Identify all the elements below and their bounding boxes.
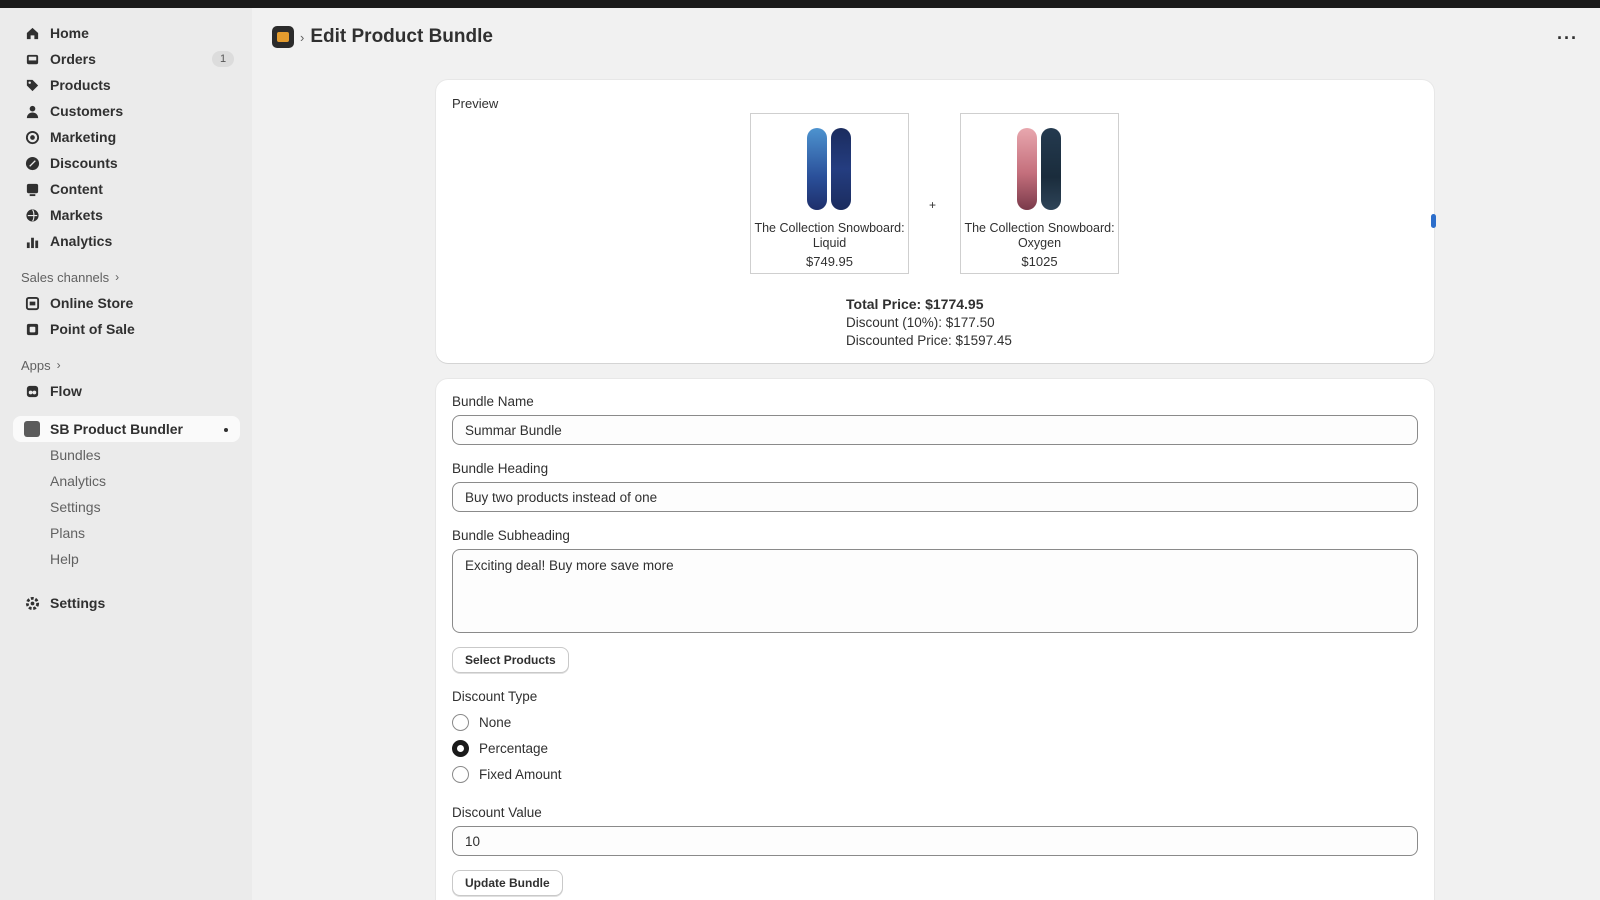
sidebar-subitem-analytics[interactable]: Analytics <box>50 473 107 489</box>
bundle-subheading-label: Bundle Subheading <box>452 528 570 543</box>
product-card-oxygen <box>960 113 1119 274</box>
product-card-liquid <box>750 113 909 274</box>
sidebar-item-label: Content <box>50 181 103 197</box>
target-icon <box>24 129 40 145</box>
radio-button[interactable] <box>452 714 469 731</box>
inbox-icon <box>24 51 40 67</box>
page-header <box>272 24 493 50</box>
sidebar-item-customers[interactable] <box>0 98 252 124</box>
apps-heading[interactable] <box>0 352 252 378</box>
sidebar-item-label: Discounts <box>50 155 118 171</box>
sidebar-subitem-settings[interactable]: Settings <box>50 499 101 515</box>
select-products-button[interactable]: Select Products <box>452 647 569 673</box>
discount-option-none[interactable] <box>452 712 511 732</box>
sidebar-item-home[interactable] <box>0 20 252 46</box>
window-top-bar <box>0 0 1600 8</box>
preview-label: Preview <box>452 96 499 111</box>
breadcrumb-chevron-icon: › <box>300 29 305 45</box>
sidebar-item-sb-product-bundler[interactable] <box>13 416 240 442</box>
bundle-form-card <box>436 379 1434 900</box>
sidebar-item-online-store[interactable] <box>0 290 252 316</box>
chevron-right-icon: › <box>56 358 61 372</box>
discount-amount: Discount (10%): $177.50 <box>846 314 995 330</box>
sidebar-item-content[interactable] <box>0 176 252 202</box>
discount-value-label: Discount Value <box>452 805 542 820</box>
chevron-right-icon: › <box>115 270 120 284</box>
sidebar-item-label: Orders <box>50 51 96 67</box>
sidebar-item-label: Home <box>50 25 89 41</box>
sidebar-item-settings[interactable] <box>0 590 252 616</box>
sidebar-item-markets[interactable] <box>0 202 252 228</box>
page-title: Edit Product Bundle <box>310 26 493 47</box>
app-logo-icon[interactable] <box>272 26 294 48</box>
globe-icon <box>24 207 40 223</box>
product-name: The Collection Snowboard: Liquid <box>754 221 905 250</box>
bundle-heading-input[interactable]: Buy two products instead of one <box>452 482 1418 512</box>
tag-icon <box>24 77 40 93</box>
sidebar-item-label: Flow <box>50 383 82 399</box>
sidebar-item-label: Settings <box>50 595 106 611</box>
snowboard-oxygen-image <box>1017 128 1065 212</box>
discount-option-percentage[interactable] <box>452 738 548 758</box>
pin-dot-icon[interactable] <box>224 428 228 432</box>
more-actions-icon[interactable]: ··· <box>1557 28 1578 48</box>
discounted-price: Discounted Price: $1597.45 <box>846 333 1012 348</box>
bundle-subheading-textarea[interactable]: Exciting deal! Buy more save more <box>452 549 1418 633</box>
flow-icon <box>24 383 40 399</box>
radio-button[interactable] <box>452 766 469 783</box>
content-icon <box>24 181 40 197</box>
price-summary <box>846 295 1012 351</box>
sidebar-item-label: Products <box>50 77 111 93</box>
sidebar-item-label: Markets <box>50 207 103 223</box>
discount-option-fixed-amount[interactable] <box>452 764 562 784</box>
radio-label: Fixed Amount <box>479 766 562 782</box>
sidebar-subitem-help[interactable]: Help <box>50 551 79 567</box>
bar-chart-icon <box>24 233 40 249</box>
gear-icon <box>24 595 40 611</box>
radio-label: Percentage <box>479 740 549 756</box>
home-icon <box>24 25 40 41</box>
bundle-heading-label: Bundle Heading <box>452 461 549 476</box>
sales-channels-heading[interactable] <box>0 264 252 290</box>
person-icon <box>24 103 40 119</box>
product-price: $749.95 <box>806 254 853 269</box>
bundle-name-input[interactable]: Summar Bundle <box>452 415 1418 445</box>
pos-icon <box>24 321 40 337</box>
sidebar-item-point-of-sale[interactable] <box>0 316 252 342</box>
product-price: $1025 <box>1021 254 1058 269</box>
sales-channels-label: Sales channels <box>21 269 110 285</box>
scroll-indicator <box>1431 214 1436 228</box>
plus-sign: + <box>929 198 937 212</box>
sidebar-subitem-bundles[interactable]: Bundles <box>50 447 101 463</box>
product-name: The Collection Snowboard: Oxygen <box>964 221 1115 250</box>
sidebar-item-label: Marketing <box>50 129 117 145</box>
sidebar-item-marketing[interactable] <box>0 124 252 150</box>
sidebar-item-label: SB Product Bundler <box>50 421 184 437</box>
sidebar-item-products[interactable] <box>0 72 252 98</box>
discount-type-label: Discount Type <box>452 689 538 704</box>
sidebar-item-orders[interactable] <box>0 46 252 72</box>
snowboard-liquid-image <box>807 128 855 212</box>
store-icon <box>24 295 40 311</box>
sidebar <box>0 8 252 900</box>
apps-label: Apps <box>21 357 51 373</box>
total-price: Total Price: $1774.95 <box>846 296 984 312</box>
app-logo-icon <box>24 421 40 437</box>
radio-button-selected[interactable] <box>452 740 469 757</box>
discount-icon <box>24 155 40 171</box>
radio-label: None <box>479 714 512 730</box>
sidebar-item-label: Analytics <box>50 233 113 249</box>
sidebar-item-analytics[interactable] <box>0 228 252 254</box>
sidebar-item-label: Customers <box>50 103 124 119</box>
preview-card <box>436 80 1434 363</box>
sidebar-item-label: Online Store <box>50 295 134 311</box>
discount-value-input[interactable]: 10 <box>452 826 1418 856</box>
bundle-name-label: Bundle Name <box>452 394 534 409</box>
sidebar-item-label: Point of Sale <box>50 321 135 337</box>
sidebar-item-discounts[interactable] <box>0 150 252 176</box>
update-bundle-button[interactable]: Update Bundle <box>452 870 563 896</box>
orders-count-badge: 1 <box>212 51 234 67</box>
sidebar-item-flow[interactable] <box>0 378 252 404</box>
sidebar-subitem-plans[interactable]: Plans <box>50 525 86 541</box>
